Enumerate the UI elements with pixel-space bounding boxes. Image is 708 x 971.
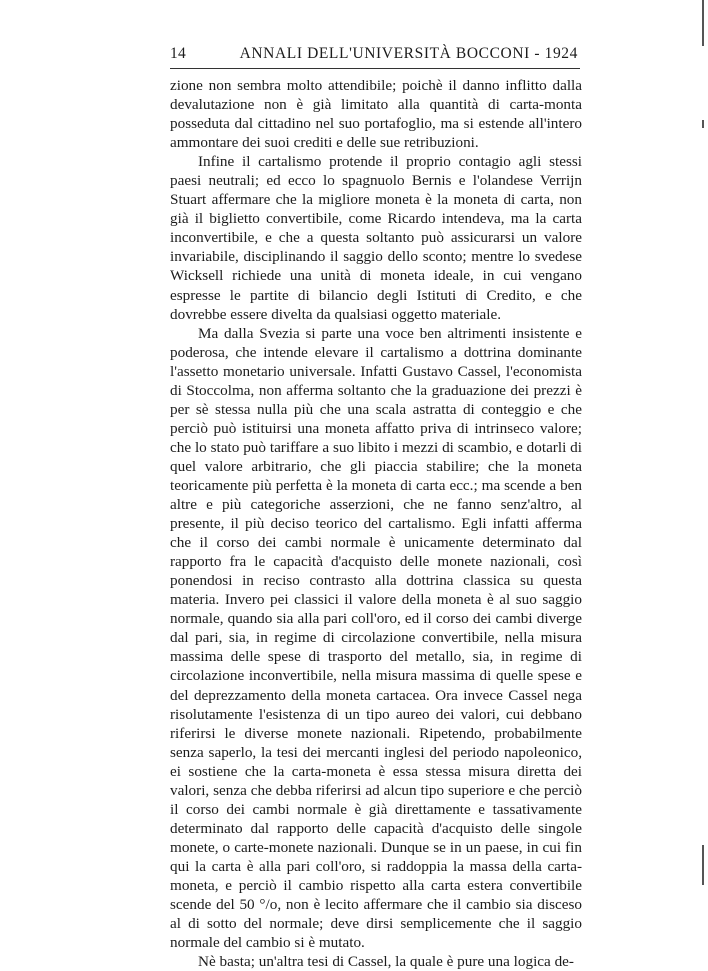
page-edge-mark: [702, 845, 704, 885]
paragraph-cartalismo: Infine il cartalismo protende il proprio contagio agli stessi paesi neutrali; ed ecco lo spagnuolo Bernis e l'olandese Verrijn Stuart affermare che la migliore moneta è la moneta di carta, non già il biglietto convertibile, come Ricardo intendeva, ma la carta inconvertibile, e che a questa soltanto può assicurarsi un valore invariabile, disciplinando il saggio dello sconto; mentre lo svedese Wicksell richiede una unità di moneta ideale, in cui vengano espresse le partite di bilancio degli Istituti di Credito, e che dovrebbe essere divelta da qualsiasi oggetto materiale.: [170, 153, 582, 323]
header-rule: [170, 68, 580, 69]
body-text: [170, 76, 582, 971]
running-head: [170, 45, 578, 67]
paragraph-cassel: Ma dalla Svezia si parte una voce ben altrimenti insistente e poderosa, che intende elevare il cartalismo a dottrina dominante l'assetto monetario universale. Infatti Gustavo Cassel, l'economista di Stoccolma, non afferma soltanto che la graduazione dei prezzi è per sè stessa nulla più che una scala astratta di conteggio e che perciò può istituirsi una moneta affatto priva di intrinseco valore; che lo stato può tariffare a suo libito i mezzi di scambio, e dotarli di quel valore arbitrario, che gli piaccia stabilire; che la moneta teoricamente più perfetta è la moneta di carta ecc.; ma scende a ben altre e più categoriche asserzioni, che ne fanno senz'altro, al presente, il più deciso teorico del cartalismo. Egli infatti afferma che il corso dei cambi normale è unicamente determinato dal rapporto fra le capacità d'acquisto delle monete nazionali, così ponendosi in reciso contrasto alla dottrina classica su questa materia. Invero pei classici il valore della moneta è al suo saggio normale, quando sia alla pari coll'oro, ed il corso dei cambi diverge dal pari, sia, in regime di circolazione convertibile, nella misura massima delle spese di trasporto del metallo, sia, in regime di circolazione inconvertibile, nella misura massima di quelle spese e del deprezzamento della moneta cartacea. Ora invece Cassel nega risolutamente l'esistenza di un tipo aureo dei valori, cui debbano riferirsi le diverse monete nazionali. Ripetendo, probabilmente senza saperlo, la tesi dei mercanti inglesi del periodo napoleonico, ei sostiene che la carta-moneta è essa stessa misura diretta dei valori, senza che debba riferirsi ad alcun tipo superiore e che perciò il corso dei cambi normale è già direttamente e tassativamente determinato dal rapporto delle capacità d'acquisto delle singole monete, o carte-monete nazionali. Dunque se in un paese, in cui fin qui la carta è alla pari coll'oro, si raddoppia la massa della carta-moneta, e perciò il cambio rispetto alla carta estera convertibile scende del 50 °/o, non è lecito affermare che il cambio sia disceso al di sotto del normale; deve dirsi semplicemente che il saggio normale del cambio si è mutato.: [170, 324, 582, 952]
page-edge-mark: [702, 0, 704, 46]
journal-title: ANNALI DELL'UNIVERSITÀ BOCCONI - 1924: [239, 45, 578, 62]
page-number: 14: [170, 45, 187, 62]
paragraph-continuation: zione non sembra molto attendibile; poichè il danno inflitto dalla devalutazione non è già limitato alla quantità di carta-monta posseduta dal cittadino nel suo portafoglio, ma si estende all'intero ammontare dei suoi crediti e delle sue retribuzioni.: [170, 77, 582, 152]
page-edge-mark: [702, 120, 704, 128]
paragraph-final: Nè basta; un'altra tesi di Cassel, la quale è pure una logica de-: [198, 953, 574, 971]
